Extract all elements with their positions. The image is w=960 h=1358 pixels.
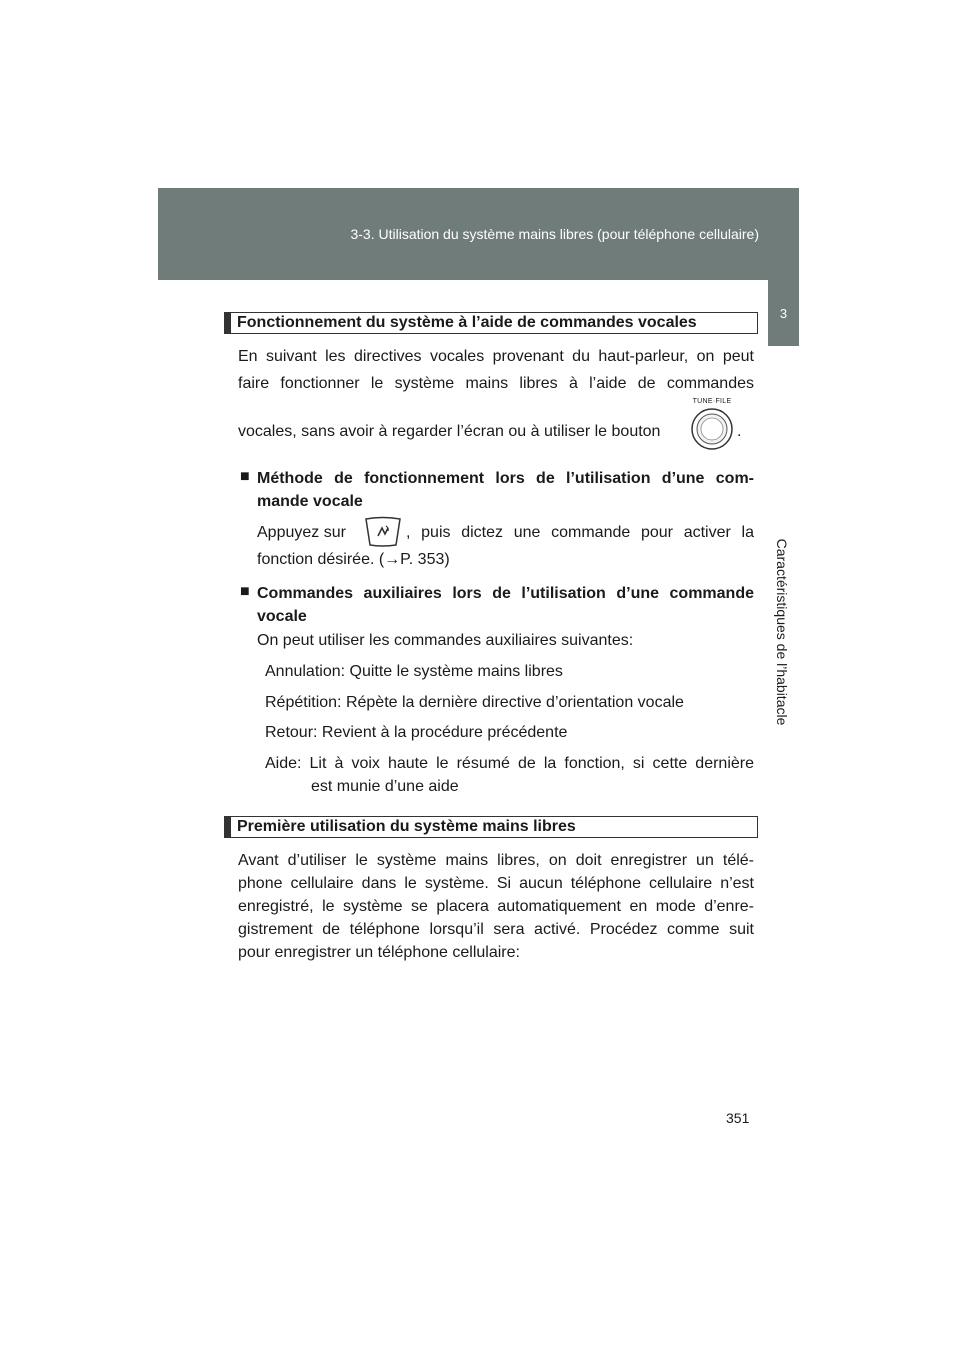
knob-label: TUNE·FILE — [692, 398, 732, 405]
page-number: 351 — [726, 1110, 750, 1126]
bullet-mark-2: ■ — [240, 583, 250, 600]
command-item-back: Retour: Revient à la procédure précédente — [265, 724, 568, 741]
bullet1-text-line2: fonction désirée. (→P. 353) — [257, 551, 450, 568]
chapter-title: 3-3. Utilisation du système mains libres (pour téléphone cellulaire) — [350, 226, 759, 242]
first-use-line-1: Avant d’utiliser le système mains libres, on doit enregistrer un télé- — [238, 852, 754, 869]
command-item-help: Aide: Lit à voix haute le résumé de la fonction, si cette dernière — [265, 755, 754, 772]
bullet1-title-line2: mande vocale — [257, 493, 363, 510]
header-band — [158, 188, 799, 280]
bullet2-intro: On peut utiliser les commandes auxiliaires suivantes: — [257, 632, 634, 649]
tune-file-knob-icon — [688, 407, 736, 453]
first-use-line-5: pour enregistrer un téléphone cellulaire: — [238, 944, 520, 961]
intro-line-3: vocales, sans avoir à regarder l’écran ou à utiliser le bouton — [238, 423, 661, 440]
intro-line-1: En suivant les directives vocales provenant du haut-parleur, on peut — [238, 348, 754, 365]
command-item-cancel: Annulation: Quitte le système mains libres — [265, 663, 563, 680]
bullet2-title-line2: vocale — [257, 608, 307, 625]
command-item-repeat: Répétition: Répète la dernière directive d’orientation vocale — [265, 694, 684, 711]
bullet1-title-line1: Méthode de fonctionnement lors de l’utilisation d’une com- — [257, 470, 754, 487]
first-use-line-2: phone cellulaire dans le système. Si aucun téléphone cellulaire n’est — [238, 875, 754, 892]
chapter-side-label: Caractéristiques de l’habitacle — [774, 538, 790, 726]
chapter-number-tab: 3 — [768, 280, 799, 346]
tune-file-knob — [688, 398, 736, 450]
bullet1-text-start: Appuyez sur — [257, 524, 346, 541]
first-use-line-3: enregistré, le système se placera automatiquement en mode d’enre- — [238, 898, 754, 915]
intro-line-2: faire fonctionner le système mains libres à l’aide de commandes — [238, 375, 754, 392]
bullet1-text-mid: , puis dictez une commande pour activer la — [406, 524, 754, 541]
first-use-line-4: gistrement de téléphone lorsqu’il sera activé. Procédez comme suit — [238, 921, 754, 938]
command-item-help-cont: est munie d’une aide — [311, 778, 459, 795]
section-heading-voice-commands: Fonctionnement du système à l’aide de commandes vocales — [224, 312, 758, 334]
bullet-mark-1: ■ — [240, 468, 250, 485]
intro-period: . — [737, 423, 742, 440]
bullet2-title-line1: Commandes auxiliaires lors de l’utilisation d’une commande — [257, 585, 754, 602]
talk-switch-icon — [362, 516, 404, 548]
section-heading-first-use: Première utilisation du système mains libres — [224, 816, 758, 838]
side-tab — [768, 346, 799, 898]
